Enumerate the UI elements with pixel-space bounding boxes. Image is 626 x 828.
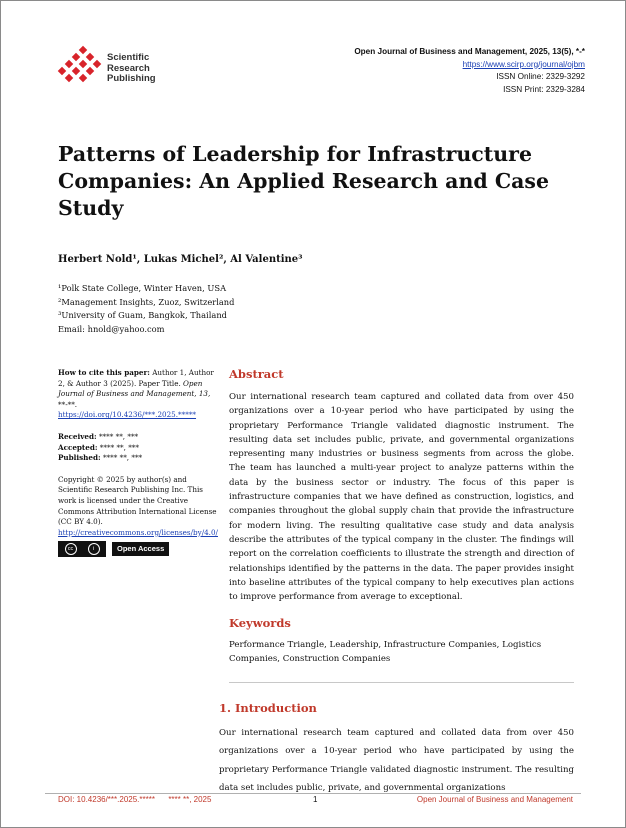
license-link[interactable]: http://creativecommons.org/licenses/by/4.0/ [58, 527, 218, 537]
journal-link[interactable]: https://www.scirp.org/journal/ojbm [462, 59, 585, 69]
footer-doi-text: DOI: 10.4236/***.2025.***** [58, 795, 155, 804]
keywords-heading: Keywords [229, 616, 291, 630]
footer-journal: Open Journal of Business and Management [416, 795, 573, 804]
scirp-logo-icon [59, 46, 105, 82]
footer-divider [45, 793, 581, 794]
logo-line: Research [107, 62, 150, 74]
license-badges [58, 541, 218, 557]
page-number: 1 [313, 795, 318, 804]
dates-block [58, 432, 218, 464]
cc-icon: cc [65, 543, 77, 555]
abstract-heading: Abstract [229, 367, 284, 381]
cite-journal: Open Journal of Business and Management, 13, [58, 378, 211, 399]
issn-print: ISSN Print: 2329-3284 [503, 84, 585, 94]
by-icon: i [88, 543, 100, 555]
copyright-text: Copyright © 2025 by author(s) and Scientific Research Publishing Inc. This work is licensed under the Creative Commons Attribution International License (CC BY 4.0). [58, 474, 217, 527]
cite-text: Author 1, Author 2, & Author 3 (2025). Paper Title. [58, 368, 214, 388]
open-access-badge: Open Access [112, 542, 169, 556]
affiliation: ³University of Guam, Bangkok, Thailand [58, 310, 227, 320]
affiliation: ¹Polk State College, Winter Haven, USA [58, 283, 227, 293]
accepted-label: Accepted: [58, 442, 98, 452]
logo-line: Scientific [107, 52, 150, 63]
doi-link[interactable]: https://doi.org/10.4236/***.2025.***** [58, 410, 197, 420]
author-email: Email: hnold@yahoo.com [58, 323, 165, 334]
section-divider [229, 682, 574, 683]
affiliations [58, 282, 234, 336]
published-date: **** **, *** [100, 453, 143, 463]
journal-info [354, 46, 585, 96]
footer-date: **** **, 2025 [168, 795, 212, 804]
introduction-text: Our international research team captured and collated data from over 450 organizations over a 10-year period who have participated by using the proprietary Performance Triangle validated diagnostic instrument. The resulting data set includes public, private, and governmental organizations [219, 728, 574, 793]
citation-block [58, 368, 218, 421]
logo-line: Publishing [107, 73, 156, 84]
footer-doi [58, 795, 211, 804]
cite-label: How to cite this paper: [58, 368, 150, 377]
introduction-heading: 1. Introduction [219, 701, 317, 715]
author-list: Herbert Nold¹, Lukas Michel², Al Valentine³ [58, 254, 303, 265]
paper-title: Patterns of Leadership for Infrastructure Companies: An Applied Research and Case Study [58, 142, 549, 220]
published-label: Published: [58, 453, 101, 463]
affiliation: ²Management Insights, Zuoz, Switzerland [58, 296, 235, 307]
journal-reference: Open Journal of Business and Management, 2025, 13(5), *-* [354, 47, 585, 56]
cc-by-badge[interactable] [58, 541, 106, 557]
cite-pages: **-**. [58, 399, 78, 409]
accepted-date: **** **, *** [97, 442, 139, 452]
received-date: **** **, *** [96, 431, 139, 441]
received-label: Received: [58, 431, 97, 441]
keywords-text: Performance Triangle, Leadership, Infrastructure Companies, Logistics Companies, Construction Companies [229, 640, 542, 665]
issn-online: ISSN Online: 2329-3292 [496, 72, 585, 81]
publisher-wordmark [107, 53, 156, 85]
abstract-text: Our international research team captured and collated data from over 450 organizations over a 10-year period who have participated by using the proprietary Performance Triangle validated diagnostic instrument. The resulting data set includes public, private, and governmental organizations representing many industries or business segments from across the globe. The team has launched a multi-year project to analyze patterns within the data by the business sector or industry. The focus of this paper is infrastructure companies that we have defined as construction, logistics, and companies throughout the global supply chain that provide the infrastructure for modern living. The resulting qualitative case study and data analysis describe the attributes of the typical company in the cluster. The findings will report on the correlation coefficients to illustrate the strength and direction of relationships identified by the patterns in the data. The paper provides insight into baseline attributes of the typical company to help executives plan actions to improve performance from average to exceptional. [229, 392, 574, 603]
sidebar [58, 368, 218, 557]
copyright-block [58, 475, 218, 539]
